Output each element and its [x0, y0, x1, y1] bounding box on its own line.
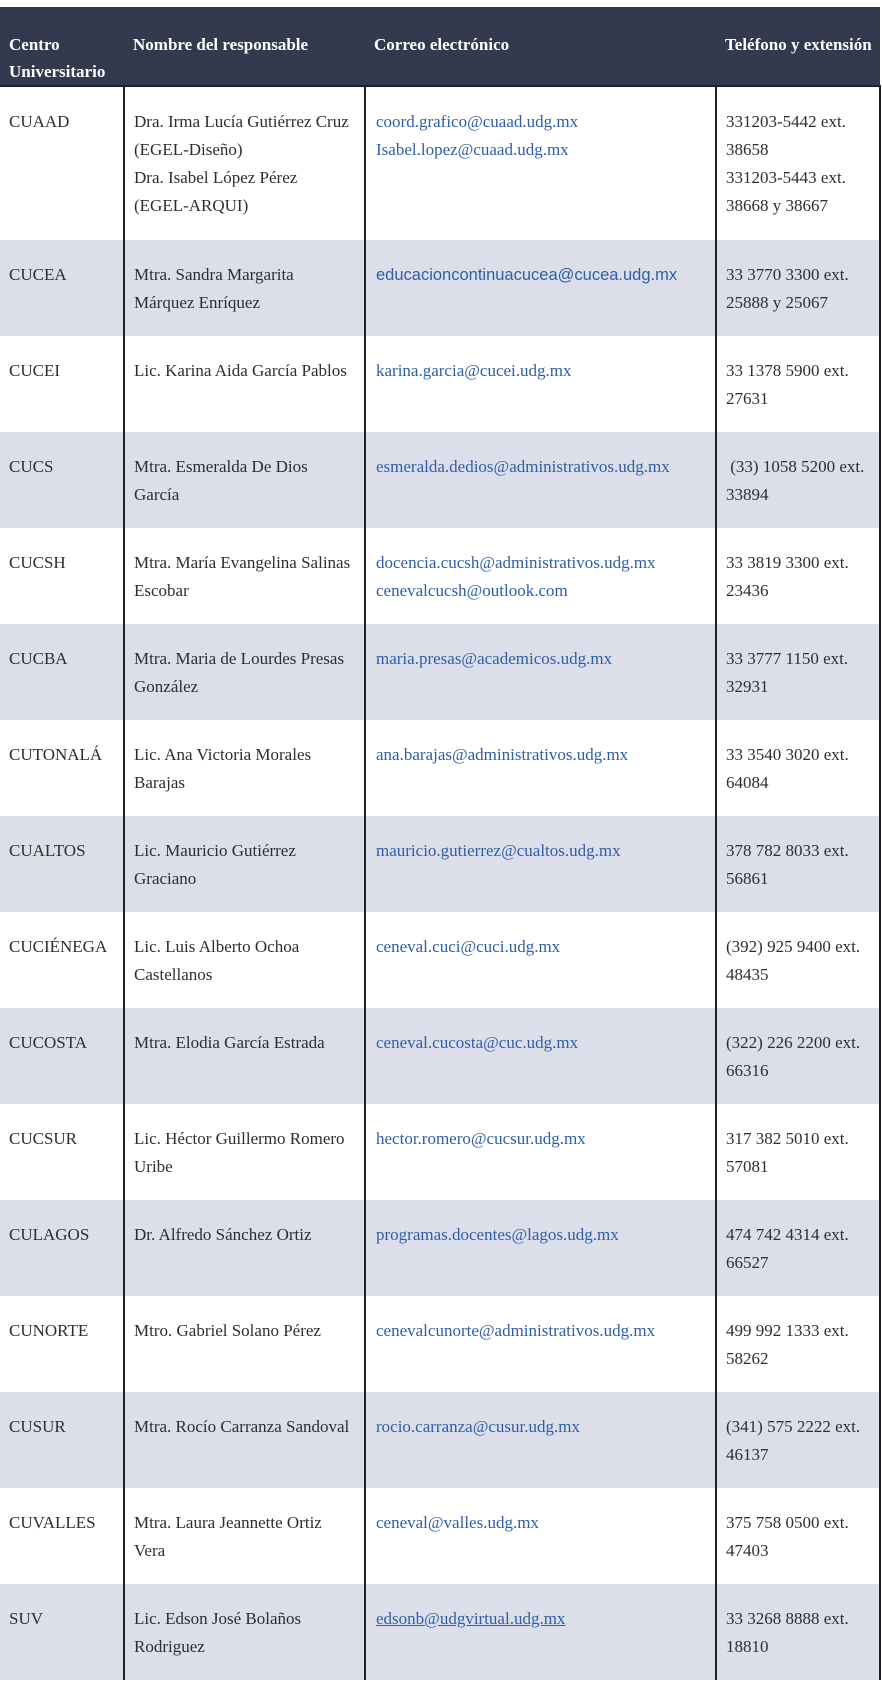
cell-centro: CUCSH	[9, 553, 66, 572]
phone-number: 33 3819 3300 ext. 23436	[726, 553, 854, 600]
email-link[interactable]: ceneval.cucosta@cuc.udg.mx	[376, 1033, 579, 1052]
header-nombre: Nombre del responsable	[124, 7, 365, 86]
cell-centro: CUCBA	[0, 624, 124, 720]
cell-correo	[365, 1296, 716, 1392]
cell-nombre	[124, 1296, 365, 1392]
phone-number: 33 3777 1150 ext. 32931	[726, 649, 853, 696]
cell-nombre	[124, 1104, 365, 1200]
contacts-table	[0, 7, 881, 1680]
cell-correo	[365, 528, 716, 624]
cell-telefono	[716, 816, 880, 912]
cell-telefono	[716, 240, 880, 336]
phone-number: 499 992 1333 ext. 58262	[726, 1321, 854, 1368]
email-link[interactable]: Isabel.lopez@cuaad.udg.mx	[376, 140, 569, 159]
cell-telefono	[716, 1584, 880, 1680]
table-row	[0, 1584, 880, 1680]
phone-number: 33 3540 3020 ext. 64084	[726, 745, 854, 792]
table-row	[0, 624, 880, 720]
table-row	[0, 1200, 880, 1296]
cell-nombre	[124, 1584, 365, 1680]
email-link[interactable]: esmeralda.dedios@administrativos.udg.mx	[376, 457, 670, 476]
responsable-name: Lic. Luis Alberto Ochoa Castellanos	[134, 937, 300, 984]
cell-telefono	[716, 720, 880, 816]
cell-nombre	[124, 1200, 365, 1296]
email-link[interactable]: docencia.cucsh@administrativos.udg.mx	[376, 553, 656, 572]
cell-centro: CULAGOS	[0, 1200, 124, 1296]
cell-telefono	[716, 432, 880, 528]
table-row	[0, 432, 880, 528]
cell-telefono	[716, 1200, 880, 1296]
email-link[interactable]: ana.barajas@administrativos.udg.mx	[376, 745, 629, 764]
responsable-name: Mtra. Elodia García Estrada	[134, 1033, 325, 1052]
cell-nombre	[124, 1488, 365, 1584]
cell-correo	[365, 912, 716, 1008]
cell-telefono	[716, 1488, 880, 1584]
responsable-name: Mtra. Sandra Margarita Márquez Enríquez	[134, 265, 294, 312]
email-link[interactable]: cenevalcucsh@outlook.com	[376, 581, 568, 600]
email-link[interactable]: programas.docentes@lagos.udg.mx	[376, 1225, 619, 1244]
responsable-name: Lic. Héctor Guillermo Romero Uribe	[134, 1129, 345, 1176]
table-row	[0, 1392, 880, 1488]
table-row	[0, 1104, 880, 1200]
cell-centro: CUCOSTA	[0, 1008, 124, 1104]
cell-nombre	[124, 912, 365, 1008]
cell-nombre	[124, 720, 365, 816]
responsable-name: Lic. Ana Victoria Morales Barajas	[134, 745, 312, 792]
cell-centro: CUAAD	[9, 112, 70, 131]
phone-number: 317 382 5010 ext. 57081	[726, 1129, 854, 1176]
cell-centro: CUCIÉNEGA	[9, 937, 108, 956]
cell-telefono	[716, 1104, 880, 1200]
cell-correo	[365, 1008, 716, 1104]
cell-nombre	[124, 1008, 365, 1104]
cell-centro: CUALTOS	[0, 816, 124, 912]
table-header-row	[0, 7, 880, 86]
responsable-name: Mtra. Esmeralda De Dios García	[134, 457, 308, 504]
cell-centro: CUTONALÁ	[9, 745, 103, 764]
cell-nombre	[124, 528, 365, 624]
table-row	[0, 912, 880, 1008]
cell-nombre	[124, 1392, 365, 1488]
cell-correo	[365, 1584, 716, 1680]
table-row	[0, 528, 880, 624]
cell-correo	[365, 816, 716, 912]
cell-correo	[365, 1104, 716, 1200]
table-row	[0, 336, 880, 432]
cell-correo	[365, 86, 716, 240]
cell-correo	[365, 336, 716, 432]
cell-correo	[365, 1200, 716, 1296]
email-link[interactable]: educacioncontinuacucea@cucea.udg.mx	[376, 266, 678, 284]
responsable-name: Dra. Irma Lucía Gutiérrez Cruz (EGEL-Diseño)	[134, 112, 349, 159]
cell-correo	[365, 240, 716, 336]
phone-number: (341) 575 2222 ext. 46137	[726, 1417, 865, 1464]
cell-nombre	[124, 432, 365, 528]
email-link[interactable]: maria.presas@academicos.udg.mx	[376, 649, 613, 668]
responsable-name: Lic. Mauricio Gutiérrez Graciano	[134, 841, 296, 888]
table-row	[0, 720, 880, 816]
table-row	[0, 816, 880, 912]
cell-centro: CUVALLES	[9, 1513, 96, 1532]
phone-number: 33 3268 8888 ext. 18810	[726, 1609, 854, 1656]
cell-telefono	[716, 86, 880, 240]
cell-centro: SUV	[0, 1584, 124, 1680]
email-link[interactable]: edsonb@udgvirtual.udg.mx	[376, 1609, 566, 1628]
cell-nombre	[124, 240, 365, 336]
responsable-name: Mtra. Rocío Carranza Sandoval	[134, 1417, 350, 1436]
header-telefono: Teléfono y extensión	[716, 7, 880, 86]
cell-correo	[365, 432, 716, 528]
email-link[interactable]: ceneval@valles.udg.mx	[376, 1513, 539, 1532]
cell-telefono	[716, 624, 880, 720]
table-row	[0, 1488, 880, 1584]
cell-nombre	[124, 86, 365, 240]
phone-number: 331203-5443 ext. 38668 y 38667	[726, 168, 851, 215]
email-link[interactable]: rocio.carranza@cusur.udg.mx	[376, 1417, 580, 1436]
phone-number: (392) 925 9400 ext. 48435	[726, 937, 865, 984]
phone-number: 378 782 8033 ext. 56861	[726, 841, 854, 888]
phone-number: (33) 1058 5200 ext. 33894	[726, 457, 869, 504]
cell-telefono	[716, 912, 880, 1008]
cell-nombre	[124, 336, 365, 432]
phone-number: 375 758 0500 ext. 47403	[726, 1513, 854, 1560]
cell-correo	[365, 720, 716, 816]
email-link[interactable]: mauricio.gutierrez@cualtos.udg.mx	[376, 841, 621, 860]
cell-centro: CUCEA	[0, 240, 124, 336]
phone-number: 474 742 4314 ext. 66527	[726, 1225, 854, 1272]
email-link[interactable]: cenevalcunorte@administrativos.udg.mx	[376, 1321, 656, 1340]
cell-correo	[365, 1488, 716, 1584]
responsable-name: Mtra. Laura Jeannette Ortiz Vera	[134, 1513, 322, 1560]
cell-nombre	[124, 624, 365, 720]
contacts-table-wrapper	[0, 7, 880, 1680]
phone-number: 331203-5442 ext. 38658	[726, 112, 851, 159]
cell-nombre	[124, 816, 365, 912]
email-link[interactable]: karina.garcia@cucei.udg.mx	[376, 361, 572, 380]
cell-correo	[365, 1392, 716, 1488]
responsable-name: Mtra. María Evangelina Salinas Escobar	[134, 553, 351, 600]
table-row	[0, 86, 880, 240]
table-row	[0, 1296, 880, 1392]
cell-telefono	[716, 1392, 880, 1488]
responsable-name: Lic. Karina Aida García Pablos	[134, 361, 347, 380]
cell-centro: CUCSUR	[9, 1129, 78, 1148]
cell-centro: CUNORTE	[9, 1321, 89, 1340]
responsable-name: Dra. Isabel López Pérez (EGEL-ARQUI)	[134, 168, 298, 215]
cell-centro: CUCS	[0, 432, 124, 528]
responsable-name: Lic. Edson José Bolaños Rodriguez	[134, 1609, 302, 1656]
header-centro: Centro Universitario	[0, 7, 124, 86]
email-link[interactable]: hector.romero@cucsur.udg.mx	[376, 1129, 586, 1148]
phone-number: 33 1378 5900 ext. 27631	[726, 361, 854, 408]
header-correo: Correo electrónico	[365, 7, 716, 86]
responsable-name: Dr. Alfredo Sánchez Ortiz	[134, 1225, 312, 1244]
cell-telefono	[716, 528, 880, 624]
cell-telefono	[716, 1296, 880, 1392]
table-row	[0, 1008, 880, 1104]
responsable-name: Mtro. Gabriel Solano Pérez	[134, 1321, 321, 1340]
cell-centro: CUCEI	[9, 361, 60, 380]
email-link[interactable]: coord.grafico@cuaad.udg.mx	[376, 112, 579, 131]
cell-telefono	[716, 1008, 880, 1104]
phone-number: 33 3770 3300 ext. 25888 y 25067	[726, 265, 854, 312]
cell-centro: CUSUR	[0, 1392, 124, 1488]
responsable-name: Mtra. Maria de Lourdes Presas González	[134, 649, 345, 696]
email-link[interactable]: ceneval.cuci@cuci.udg.mx	[376, 937, 561, 956]
cell-correo	[365, 624, 716, 720]
cell-telefono	[716, 336, 880, 432]
phone-number: (322) 226 2200 ext. 66316	[726, 1033, 865, 1080]
table-row	[0, 240, 880, 336]
